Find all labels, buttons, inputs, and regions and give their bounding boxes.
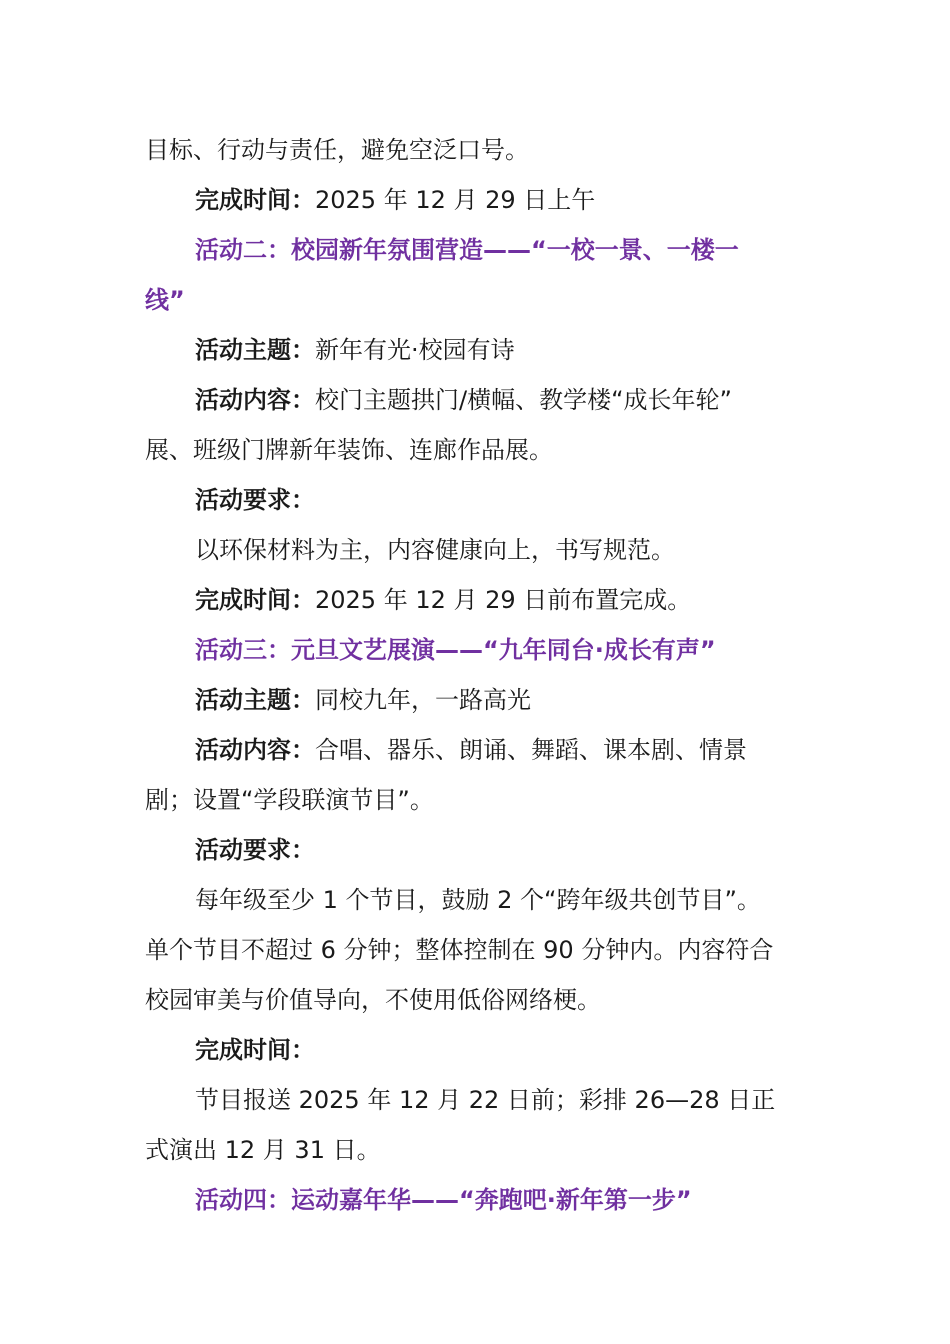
field-label: 活动要求： [195,486,315,514]
activity-content-line [195,725,825,775]
text-content: 式演出 12 月 31 日。 [145,1136,381,1164]
body-text-line [145,425,825,475]
body-text-line [145,775,825,825]
activity-heading [195,225,825,275]
activity-requirements-line [195,825,825,875]
text-content: 剧；设置“学段联演节目”。 [145,786,434,814]
activity-requirements-line [195,475,825,525]
completion-time-line [195,1025,825,1075]
completion-time-line [195,175,825,225]
body-text-line [145,925,825,975]
completion-time-line [195,575,825,625]
activity-theme-line [195,675,825,725]
field-label: 活动内容： [195,736,315,764]
text-content: 单个节目不超过 6 分钟；整体控制在 90 分钟内。内容符合 [145,936,774,964]
activity-heading [195,1175,825,1225]
activity-heading [195,625,825,675]
activity-content-line [195,375,825,425]
field-value: 2025 年 12 月 29 日前布置完成。 [315,586,692,614]
text-content: 以环保材料为主，内容健康向上，书写规范。 [195,536,675,564]
field-label: 完成时间： [195,186,315,214]
heading-text: 活动四：运动嘉年华——“奔跑吧·新年第一步” [195,1186,692,1214]
field-value: 校门主题拱门/横幅、教学楼“成长年轮” [315,386,732,414]
text-content: 节目报送 2025 年 12 月 22 日前；彩排 26—28 日正 [195,1086,776,1114]
text-content: 校园审美与价值导向，不使用低俗网络梗。 [145,986,601,1014]
activity-heading-continued [145,275,825,325]
heading-text: 活动三：元旦文艺展演——“九年同台·成长有声” [195,636,716,664]
activity-theme-line [195,325,825,375]
field-label: 活动主题： [195,336,315,364]
field-label: 完成时间： [195,1036,315,1064]
text-content: 目标、行动与责任，避免空泛口号。 [145,136,529,164]
field-value: 新年有光·校园有诗 [315,336,515,364]
field-value: 2025 年 12 月 29 日上午 [315,186,596,214]
body-text-line [145,1125,825,1175]
body-text-line [195,875,825,925]
text-content: 展、班级门牌新年装饰、连廊作品展。 [145,436,553,464]
body-text-line [145,125,825,175]
field-label: 完成时间： [195,586,315,614]
heading-text: 活动二：校园新年氛围营造——“一校一景、一楼一 [195,236,739,264]
body-text-line [195,525,825,575]
field-label: 活动内容： [195,386,315,414]
body-text-line [145,975,825,1025]
field-label: 活动要求： [195,836,315,864]
text-content: 每年级至少 1 个节目，鼓励 2 个“跨年级共创节目”。 [195,886,761,914]
heading-text: 线” [145,286,185,314]
body-text-line [195,1075,825,1125]
field-label: 活动主题： [195,686,315,714]
field-value: 同校九年，一路高光 [315,686,531,714]
field-value: 合唱、器乐、朗诵、舞蹈、课本剧、情景 [315,736,747,764]
